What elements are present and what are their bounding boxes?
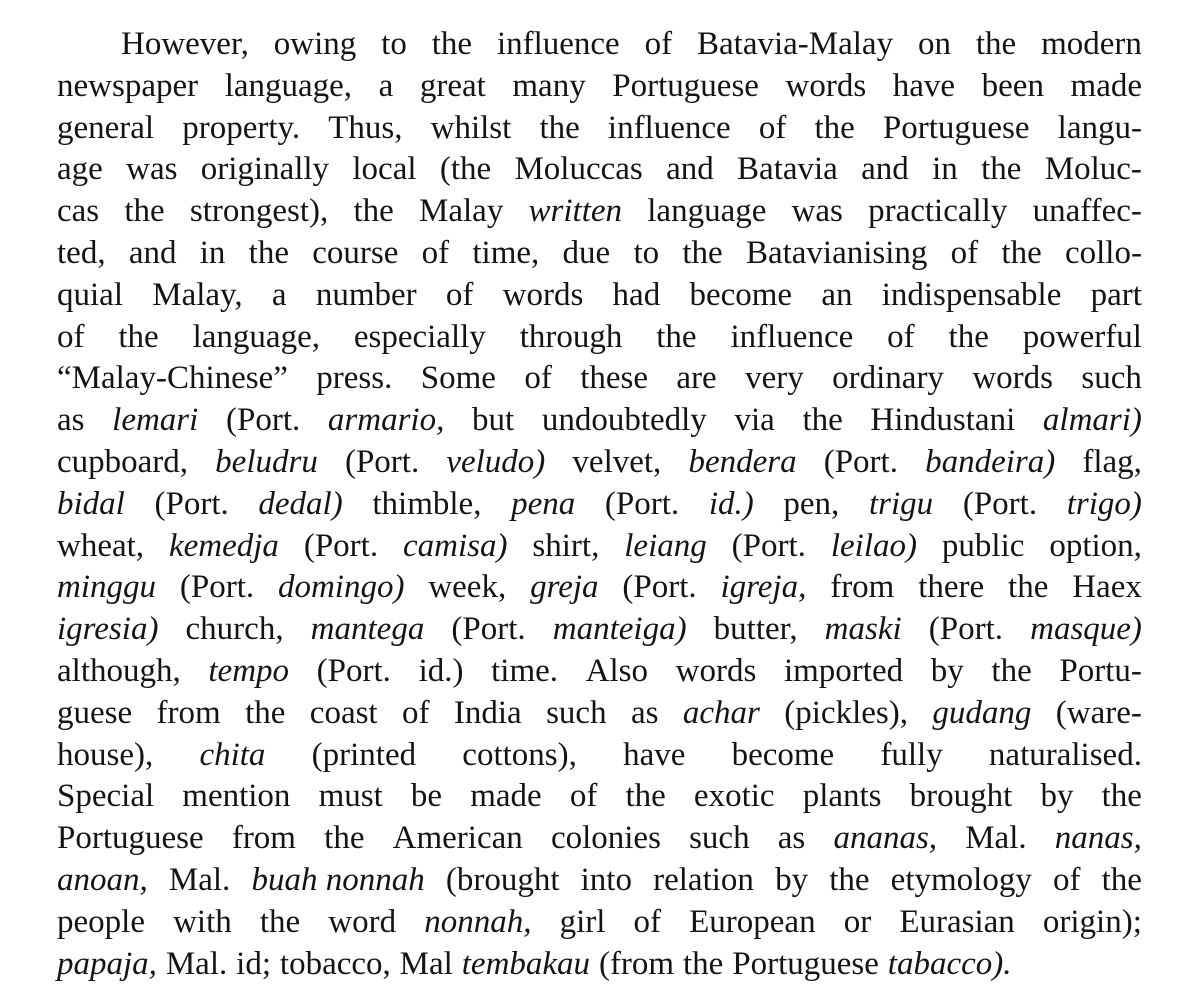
word: the [431, 26, 473, 62]
word: (Port. [731, 527, 806, 564]
word: Mal. [168, 861, 231, 898]
word: made [1070, 67, 1142, 104]
italic-word: achar [682, 694, 760, 731]
word: Portuguese [882, 109, 1030, 146]
word: pen, [783, 485, 840, 522]
word: the [814, 109, 855, 146]
word: newspaper [57, 67, 199, 104]
word: influence [730, 318, 854, 355]
text-line [57, 149, 1142, 191]
italic-word: gudang [932, 694, 1032, 731]
word: Batavia-Malay [697, 26, 894, 62]
text-line [57, 860, 1142, 902]
word: (Port. [962, 485, 1038, 522]
italic-word: id.) [708, 485, 754, 522]
word: of [524, 360, 552, 397]
word: general [57, 109, 155, 146]
word: thimble, [372, 485, 482, 522]
italic-word: lemari [112, 402, 199, 439]
word: guese [57, 694, 133, 731]
word: by [1040, 778, 1074, 815]
word: Portuguese [612, 67, 759, 104]
italic-word: mantega [310, 611, 425, 648]
word: to [381, 26, 407, 62]
word: become [689, 276, 793, 313]
word: such [689, 820, 750, 857]
italic-word: kemedja [168, 527, 279, 564]
word: as [630, 694, 659, 731]
word: velvet, [572, 443, 662, 480]
word: influence [607, 109, 731, 146]
word: the [124, 193, 165, 230]
word: Malay, [152, 276, 243, 313]
word: of [57, 318, 85, 355]
italic-word: nanas, [1054, 820, 1142, 857]
word: tobacco, [279, 945, 391, 982]
word: strongest), [189, 193, 329, 230]
italic-word: leilao) [830, 527, 917, 564]
italic-word: bandeira) [925, 443, 1056, 480]
word: Special [57, 778, 155, 815]
word: (from [598, 945, 675, 982]
word: the [975, 26, 1017, 62]
word: church, [185, 611, 284, 648]
word: the [683, 945, 724, 982]
word: the [539, 109, 580, 146]
text-line [57, 400, 1142, 442]
word: fully [880, 736, 943, 773]
word: of [887, 318, 915, 355]
text-line [57, 108, 1142, 150]
word: great [419, 67, 486, 104]
word: the [1101, 778, 1142, 815]
word: Mal. [165, 945, 228, 982]
word: langu- [1057, 109, 1142, 146]
word: property. [182, 109, 301, 146]
word: by [775, 861, 809, 898]
word: with [173, 903, 232, 940]
word: the [248, 234, 289, 271]
italic-word: maski [824, 611, 902, 648]
word: mention [182, 778, 291, 815]
word: of [402, 694, 430, 731]
word: an [821, 276, 853, 313]
word: (the [439, 151, 492, 188]
word: undoubtedly [541, 402, 707, 439]
word: people [57, 903, 145, 940]
italic-word: trigu [868, 485, 934, 522]
italic-word: bendera [688, 443, 797, 480]
word: (pickles), [784, 694, 908, 731]
word: of [421, 234, 450, 271]
word: words [972, 360, 1053, 397]
text-line [57, 651, 1142, 693]
word: brought [909, 778, 1013, 815]
word: due [562, 234, 611, 271]
text-line [57, 275, 1142, 317]
word: the [981, 151, 1022, 188]
word: (Port. [451, 611, 526, 648]
word: have [623, 736, 686, 773]
text-line [57, 526, 1142, 568]
word: id; [236, 945, 271, 982]
italic-word: nonnah, [424, 903, 532, 940]
word: (brought [445, 861, 560, 898]
italic-word: pena [511, 485, 576, 522]
italic-word: veludo) [446, 443, 546, 480]
word: Also [585, 652, 649, 689]
word: very [745, 360, 804, 397]
text-line [57, 776, 1142, 818]
document-page [57, 24, 1142, 985]
word: etymology [890, 861, 1032, 898]
word: (printed [311, 736, 417, 773]
italic-word: beludru [215, 443, 318, 480]
text-line [57, 484, 1142, 526]
word: the [324, 820, 365, 857]
word: originally [200, 151, 330, 188]
word: flag, [1082, 443, 1142, 480]
word: Portu- [1059, 652, 1142, 689]
word: from [156, 694, 221, 731]
word: course [312, 234, 399, 271]
word: and [128, 234, 177, 271]
word: option, [1049, 527, 1142, 564]
word: (Port. [823, 443, 898, 480]
word: of [1052, 861, 1081, 898]
word: time. [491, 652, 559, 689]
word: such [546, 694, 607, 731]
word: collo- [1064, 234, 1142, 271]
word: week, [428, 569, 507, 606]
word: Portuguese [732, 945, 879, 982]
text-line [57, 317, 1142, 359]
word: owing [273, 26, 357, 62]
word: However, [121, 26, 249, 62]
word: a [271, 276, 287, 313]
word: “Malay-Chinese” [57, 360, 288, 397]
word: cottons), [462, 736, 577, 773]
word: butter, [713, 611, 798, 648]
word: Moluccas [514, 151, 643, 188]
word: cas [57, 193, 100, 230]
word: must [318, 778, 383, 815]
word: (ware- [1055, 694, 1142, 731]
text-line [57, 818, 1142, 860]
word: the [656, 318, 697, 355]
word: plants [802, 778, 882, 815]
word: via [734, 402, 775, 439]
italic-word: igreja, [720, 569, 807, 606]
word: of [758, 109, 787, 146]
word: modern [1041, 26, 1142, 62]
word: id.) [418, 652, 464, 689]
word: in [932, 151, 958, 188]
word: a [378, 67, 394, 104]
word: made [470, 778, 542, 815]
word: the [1001, 234, 1042, 271]
text-line [57, 735, 1142, 777]
word: have [892, 67, 956, 104]
word: from [830, 569, 895, 606]
word: through [519, 318, 623, 355]
word: (Port. [303, 527, 379, 564]
word: cupboard, [57, 443, 189, 480]
word: language, [192, 318, 320, 355]
word: exotic [693, 778, 775, 815]
word: by [930, 652, 964, 689]
word: Mal [399, 945, 453, 982]
word: of [445, 276, 474, 313]
word: time, [472, 234, 540, 271]
word: are [676, 360, 717, 397]
italic-word: tabacco). [887, 945, 1012, 982]
word: become [731, 736, 835, 773]
word: indispensable [881, 276, 1062, 313]
word: as [57, 402, 85, 439]
word: the [259, 903, 301, 940]
italic-word: anoan, [57, 861, 148, 898]
italic-word: dedal) [258, 485, 343, 522]
word: such [1081, 360, 1142, 397]
word: Batavia [737, 151, 838, 188]
word: the [625, 778, 666, 815]
italic-word: armario, [327, 402, 445, 439]
word: the [829, 861, 870, 898]
word: and [666, 151, 714, 188]
word: public [941, 527, 1025, 564]
word: language, [224, 67, 353, 104]
word: of [633, 903, 662, 940]
word: (Port. [154, 485, 229, 522]
italic-word: papaja, [57, 945, 157, 982]
word: and [861, 151, 909, 188]
word: to [633, 234, 660, 271]
word: of [644, 26, 673, 62]
word: in [199, 234, 226, 271]
word: of [569, 778, 598, 815]
word: these [580, 360, 649, 397]
word: girl [559, 903, 606, 940]
word: (Port. [928, 611, 1004, 648]
italic-word: tembakau [461, 945, 591, 982]
word: unaffec- [1032, 193, 1142, 230]
italic-word: chita [199, 736, 266, 773]
word: words [785, 67, 867, 104]
italic-word: buah nonnah [251, 861, 425, 898]
word: from [231, 820, 296, 857]
text-line [57, 191, 1142, 233]
word: house), [57, 736, 154, 773]
word: relation [653, 861, 754, 898]
word: practically [868, 193, 1008, 230]
word: influence [496, 26, 620, 62]
word: Malay [419, 193, 504, 230]
word: Mal. [965, 820, 1027, 857]
word: of [950, 234, 979, 271]
text-line [57, 693, 1142, 735]
word: (Port. [344, 443, 420, 480]
word: (Port. [604, 485, 680, 522]
word: had [612, 276, 661, 313]
text-line [57, 609, 1142, 651]
word: Portuguese [57, 820, 204, 857]
word: as [777, 820, 806, 857]
italic-word: bidal [57, 485, 125, 522]
italic-word: almari) [1042, 402, 1142, 439]
word: press. [316, 360, 393, 397]
italic-word: ananas, [833, 820, 938, 857]
word: Some [420, 360, 496, 397]
word: there [918, 569, 985, 606]
word: naturalised. [988, 736, 1142, 773]
word: age [57, 151, 103, 188]
word: part [1090, 276, 1142, 313]
word: (Port. [179, 569, 255, 606]
word: the [1101, 861, 1142, 898]
italic-word: tempo [208, 652, 290, 689]
word: the [1008, 569, 1049, 606]
word: was [126, 151, 178, 188]
word: powerful [1022, 318, 1142, 355]
word: imported [783, 652, 904, 689]
italic-word: igresia) [57, 611, 159, 648]
word: ted, [57, 234, 106, 271]
word: (Port. [316, 652, 391, 689]
word: but [471, 402, 515, 439]
text-line [57, 567, 1142, 609]
italic-word: written [528, 193, 623, 230]
word: the [802, 402, 843, 439]
italic-word: manteiga) [552, 611, 687, 648]
word: wheat, [57, 527, 145, 564]
word: words [502, 276, 584, 313]
word: colonies [550, 820, 661, 857]
word: India [453, 694, 522, 731]
word: Moluc- [1044, 151, 1142, 188]
text-line [57, 233, 1142, 275]
text-line [57, 902, 1142, 944]
word: the [682, 234, 723, 271]
word: quial [57, 276, 123, 313]
word: (Port. [622, 569, 697, 606]
word: number [315, 276, 417, 313]
word: into [580, 861, 632, 898]
word: origin); [1042, 903, 1142, 940]
word: European [689, 903, 816, 940]
body-paragraph [57, 24, 1142, 985]
word: whilst [430, 109, 512, 146]
italic-word: minggu [57, 569, 156, 606]
italic-word: camisa) [403, 527, 508, 564]
word: ordinary [832, 360, 944, 397]
word: (Port. [225, 402, 301, 439]
italic-word: trigo) [1066, 485, 1142, 522]
word: Eurasian [899, 903, 1015, 940]
text-line [57, 24, 1142, 66]
word: language [647, 193, 767, 230]
italic-word: greja [530, 569, 599, 606]
word: local [352, 151, 417, 188]
word: coast [309, 694, 378, 731]
word: shirt, [532, 527, 600, 564]
word: words [675, 652, 757, 689]
word: the [118, 318, 159, 355]
word: the [948, 318, 989, 355]
word: although, [57, 652, 181, 689]
word: on [917, 26, 951, 62]
word: Thus, [328, 109, 403, 146]
text-line [57, 944, 1142, 986]
word: been [981, 67, 1044, 104]
word: many [512, 67, 586, 104]
italic-word: leiang [624, 527, 707, 564]
word: the [353, 193, 394, 230]
word: the [245, 694, 286, 731]
word: was [791, 193, 843, 230]
word: or [843, 903, 872, 940]
word: word [328, 903, 397, 940]
word: be [410, 778, 443, 815]
word: the [991, 652, 1032, 689]
word: especially [353, 318, 486, 355]
word: Haex [1072, 569, 1142, 606]
text-line [57, 66, 1142, 108]
word: American [392, 820, 523, 857]
text-line [57, 442, 1142, 484]
italic-word: masque) [1030, 611, 1142, 648]
italic-word: domingo) [277, 569, 405, 606]
word: Batavianising [745, 234, 928, 271]
text-line [57, 358, 1142, 400]
word: Hindustani [870, 402, 1016, 439]
